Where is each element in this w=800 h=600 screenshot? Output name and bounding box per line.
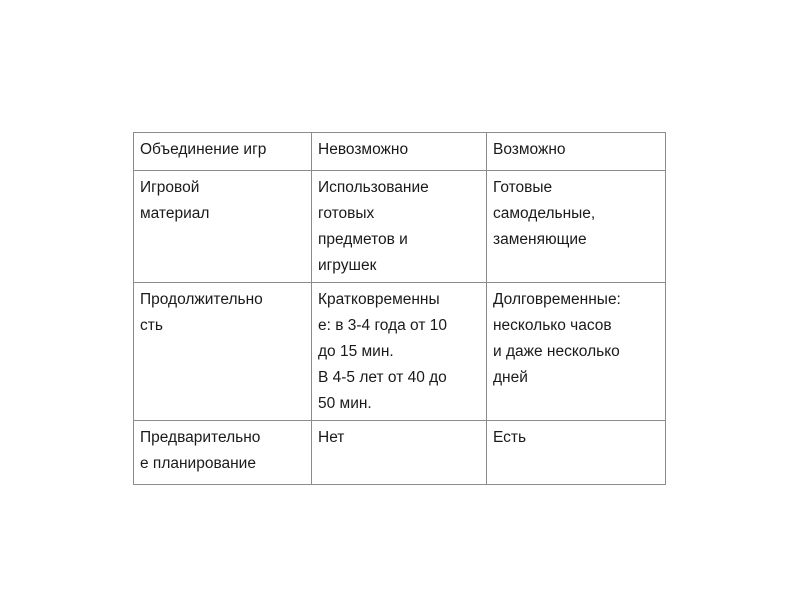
- cell-text: 50 мин.: [318, 395, 372, 412]
- cell-text: е планирование: [140, 455, 256, 472]
- cell-text: В 4-5 лет от 40 до: [318, 369, 447, 386]
- cell-text: Возможно: [493, 141, 566, 158]
- table-cell: [134, 283, 312, 421]
- table-cell: [134, 133, 312, 171]
- cell-text: игрушек: [318, 257, 377, 274]
- cell-text: Долговременные:: [493, 291, 621, 308]
- cell-text: Продолжительно: [140, 291, 263, 308]
- cell-text: материал: [140, 205, 210, 222]
- table-row: [134, 283, 666, 421]
- table-row: [134, 133, 666, 171]
- table-cell: [487, 171, 666, 283]
- table-cell: [487, 421, 666, 485]
- table-cell: [487, 283, 666, 421]
- cell-text: Невозможно: [318, 141, 409, 158]
- cell-text: и даже несколько: [493, 343, 620, 360]
- cell-text: заменяющие: [493, 231, 587, 248]
- cell-text: до 15 мин.: [318, 343, 394, 360]
- comparison-table: [133, 132, 666, 485]
- table-cell: [312, 421, 487, 485]
- cell-text: готовых: [318, 205, 375, 222]
- cell-text: несколько часов: [493, 317, 612, 334]
- table-cell: [487, 133, 666, 171]
- cell-text: Готовые: [493, 179, 553, 196]
- table-cell: [134, 421, 312, 485]
- cell-text: Игровой: [140, 179, 200, 196]
- cell-text: Нет: [318, 429, 345, 446]
- cell-text: е: в 3-4 года от 10: [318, 317, 447, 334]
- cell-text: предметов и: [318, 231, 408, 248]
- cell-text: Кратковременны: [318, 291, 440, 308]
- cell-text: сть: [140, 317, 163, 334]
- table-cell: [312, 133, 487, 171]
- cell-text: Объединение игр: [140, 141, 267, 158]
- table-cell: [134, 171, 312, 283]
- cell-text: Есть: [493, 429, 527, 446]
- cell-text: Использование: [318, 179, 429, 196]
- table-row: [134, 421, 666, 485]
- table-cell: [312, 283, 487, 421]
- cell-text: самодельные,: [493, 205, 596, 222]
- cell-text: Предварительно: [140, 429, 261, 446]
- cell-text: дней: [493, 369, 528, 386]
- table-row: [134, 171, 666, 283]
- table-cell: [312, 171, 487, 283]
